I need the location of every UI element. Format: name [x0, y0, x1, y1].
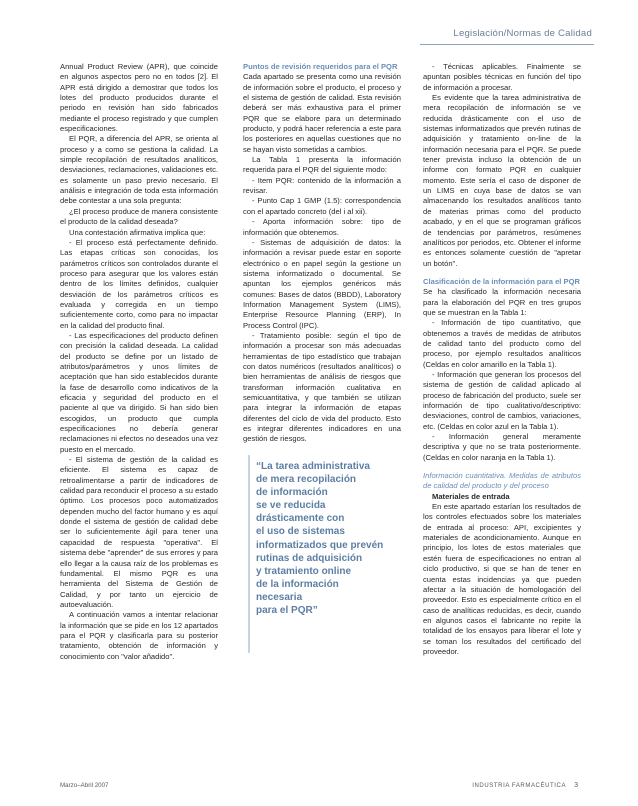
paragraph: Es evidente que la tarea administrativa de mera recopilación de información se ve reducida drásticamente con el uso de sistemas informatizados que prevén rutinas de adquisición y tratamiento on-line de la información necesaria para el PQR. Se puede tener prevista incluso la obtención de un informe con formato PQR en cualquier momento. Este sería el caso de disponer de un LIMS en cuya base de datos se van almacenando los resultados analíticos tanto de materias primas como del producto acabado, y en el que se programan gráficos de tendencias por parámetros, resúmenes analíticos por periodos, etc. Obtener el informe es entonces solamente cuestión de "apretar un botón". — [423, 93, 581, 268]
subsection-heading: Información cuantitativa. Medidas de atributos de calidad del producto y del proceso — [423, 471, 581, 491]
page-number: 3 — [574, 782, 578, 789]
paragraph: - Técnicas aplicables. Finalmente se apuntan posibles técnicas en función del tipo de información a procesar. — [423, 62, 581, 92]
paragraph: - Información que generan los procesos del sistema de gestión de calidad aplicado al proceso de fabricación del producto, suele ser información de tipo cualitativo/descriptivo: desviaciones, control de cambios, variaciones, etc. (Celdas en color azul en la Tabla 1). — [423, 369, 581, 431]
paragraph: La Tabla 1 presenta la información requerida para el PQR del siguiente modo: — [243, 155, 401, 175]
paragraph: Annual Product Review (APR), que coincide en algunos aspectos pero no en todos [2]. El APR está dirigido a demostrar que todos los lotes del producto producidos durante el periodo en revisión han sido fabricados mediante el proceso registrado y que cumplen especificaciones. — [60, 62, 218, 134]
paragraph: - Sistemas de adquisición de datos: la información a revisar puede estar en soporte electrónico o en papel según la gestione un sistema informatizado o documental. Se apuntan los ejemplos genéricos más comunes: Bases de datos (BBDD), Laboratory Information Management System (LIMS), Enterprise Resource Planning (ERP), In Process Control (IPC). — [243, 237, 401, 330]
header-divider — [420, 44, 594, 45]
pull-quote-text: “La tarea administrativa de mera recopilación de información se ve reducida drásticamente con el uso de sistemas informatizados que prevén rutinas de adquisición y tratamiento online de la información necesaria para el PQR” — [256, 461, 384, 617]
text-column-middle — [243, 62, 401, 445]
paragraph: El PQR, a diferencia del APR, se orienta al proceso y a como se gestiona la calidad. La simple recopilación de resultados analíticos, desviaciones, reclamaciones, validaciones etc. es solamente un paso previo necesario. El análisis e integración de toda esta información debe contestar a una sola pregunta: — [60, 134, 218, 206]
footer-journal — [472, 782, 578, 789]
pull-quote-rule — [248, 455, 250, 653]
paragraph: Una contestación afirmativa implica que: — [69, 227, 206, 237]
paragraph: En este apartado estarían los resultados de los controles efectuados sobre los materiales de entrada al proceso: API, excipientes y materiales de acondicionamiento. Aunque en principio, los lotes de estos materiales que estén fuera de especificaciones no entran al ciclo productivo, si que se han de tener en cuenta estas incidencias ya que pueden afectar a la situación de homologación del proveedor. Esto es especialmente crítico en el caso de analíticas reducidas, es decir, cuando en algunos casos el fabricante no repite la totalidad de los ensayos para liberar el lote y se toman los resultados del certificado del proveedor. — [423, 502, 581, 656]
section-heading: Clasificación de la información para el PQR — [423, 276, 580, 286]
paragraph: ¿El proceso produce de manera consistente el producto de la calidad deseada? — [60, 206, 219, 227]
text-column-left — [60, 62, 218, 662]
subheading: Materiales de entrada — [432, 491, 510, 501]
paragraph: - Tratamiento posible: según el tipo de información a procesar son más adecuadas herramientas de tipo estadístico que trabajan con datos numéricos (resultados analíticos) o bien herramientas de análisis de riesgos que transforman información cualitativa en semicuantitativa, y que también se utilizan para integrar la información de etapas diferentes del ciclo de vida del producto. Esto es integrar diferentes indicadores en una gestión de riesgos. — [243, 330, 401, 444]
paragraph: - Información de tipo cuantitativo, que obtenemos a través de medidas de atributos de calidad tanto del producto como del proceso, por ejemplo resultados analíticos (Celdas en color amarillo en la Tabla 1). — [423, 318, 581, 369]
paragraph: Se ha clasificado la información necesaria para la elaboración del PQR en tres grupos que se muestran en la Tabla 1: — [423, 287, 581, 317]
text-column-right — [423, 62, 581, 657]
paragraph: - Información general meramente descriptiva y que no se trata posteriormente. (Celdas en color naranja en la Tabla 1). — [423, 432, 581, 462]
paragraph: - Las especificaciones del producto definen con precisión la calidad deseada. La calidad del producto se define por un listado de atributos/parámetros y unos límites de aceptación que han sido establecidos durante la fase de desarrollo como indicativos de la eficacia y seguridad del producto en el paciente al que va dirigido. Si han sido bien escogidos, un producto que cumpla especificaciones no debería generar reclamaciones ni efectos no deseados una vez puesto en el mercado. — [60, 330, 218, 454]
footer-date: Marzo–Abril 2007 — [60, 782, 109, 789]
section-title: Legislación/Normas de Calidad — [453, 28, 592, 39]
journal-name: INDUSTRIA FARMACÉUTICA — [472, 783, 567, 789]
paragraph: - El proceso está perfectamente definido. Las etapas críticas son conocidas, los parámetros críticos son controlados durante el proceso para asegurar que los valores están dentro de los límites definidos, cualquier desviación de los parámetros críticos es evaluada y corregida en un tiempo suficientemente corto, como para no impactar en la calidad del producto final. — [60, 237, 218, 330]
paragraph: - El sistema de gestión de la calidad es eficiente. El sistema es capaz de retroalimentarse a partir de indicadores de calidad para reconducir el proceso a su estado óptimo. Los procesos poco automatizados dependen mucho del factor humano y es aquí donde el sistema de gestión de calidad debe ser lo suficientemente ágil para tener una capacidad de respuesta "operativa". El sistema debe "aprender" de sus errores y para ello llegar a la causa raíz de los problemas es fundamental. El mismo PQR es una herramienta del Sistema de Gestión de Calidad, y por tanto un ejercicio de autoevaluación. — [60, 455, 218, 609]
page-header — [0, 0, 638, 50]
paragraph: Cada apartado se presenta como una revisión de información sobre el producto, el proceso y el sistema de gestión de calidad. Esta revisión deberá ser más exhaustiva para el primer PQR que se elabore para un determinado producto, y podrá hacer referencia a este para los posteriores en aquellas cuestiones que no se hayan visto sometidas a cambios. — [243, 72, 401, 154]
paragraph: - Item PQR: contenido de la información a revisar. — [243, 175, 401, 196]
pull-quote — [248, 455, 386, 790]
paragraph: - Punto Cap 1 GMP (1.5): correspondencia con el apartado concreto (del i al xii). — [243, 196, 401, 216]
section-heading: Puntos de revisión requeridos para el PQR — [243, 62, 398, 71]
paragraph: A continuación vamos a intentar relacionar la información que se pide en los 12 apartados para el PQR y clasificarla para su posterior tratamiento, obtención de información y conocimiento con "valor añadido". — [60, 610, 218, 661]
paragraph: - Aporta información sobre: tipo de información que obtenemos. — [243, 217, 401, 237]
